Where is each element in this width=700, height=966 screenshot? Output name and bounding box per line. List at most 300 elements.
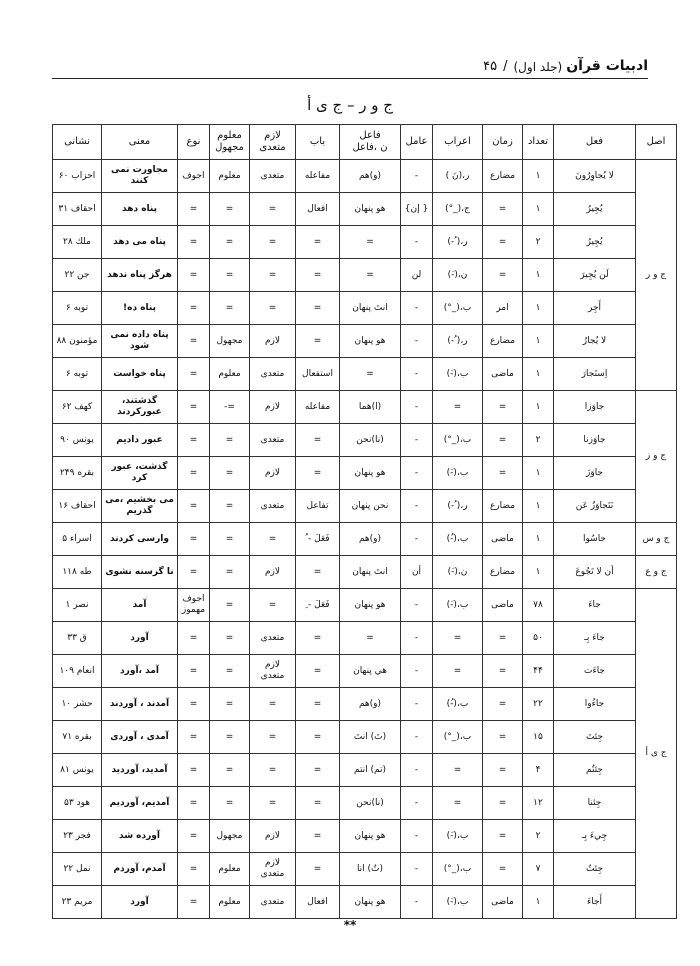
amel-cell: -	[401, 424, 433, 457]
bab-cell: =	[296, 325, 340, 358]
tense-cell: =	[483, 754, 523, 787]
meaning-cell: آمدند ، آوردند	[102, 688, 178, 721]
bab-cell: =	[296, 556, 340, 589]
kind-cell: =	[178, 457, 210, 490]
voice-cell: =	[210, 259, 250, 292]
kind-cell: =	[178, 523, 210, 556]
meaning-cell: می بخشیم ،می گذریم	[102, 490, 178, 523]
erab-cell: =	[433, 787, 483, 820]
reference-cell: بقره ۲۴۹	[53, 457, 102, 490]
meaning-cell: آمدیم، آوردیم	[102, 787, 178, 820]
voice-cell: =	[210, 754, 250, 787]
reference-cell: هود ۵۳	[53, 787, 102, 820]
verb-cell: أن لا تَجُوعَ	[554, 556, 636, 589]
table-row	[53, 556, 677, 589]
voice-cell: =	[210, 523, 250, 556]
verb-cell: جاءَت	[554, 655, 636, 688]
erab-cell: ب،(-َ)	[433, 820, 483, 853]
transitivity-cell: =	[250, 787, 296, 820]
fael-cell: انتَ پنهان	[340, 292, 401, 325]
table-row	[53, 886, 677, 919]
bab-cell: =	[296, 688, 340, 721]
reference-cell: بقره ۷۱	[53, 721, 102, 754]
count-cell: ۱	[523, 193, 554, 226]
col-noe: نوع	[178, 125, 210, 160]
transitivity-cell: =	[250, 259, 296, 292]
kind-cell: =	[178, 490, 210, 523]
reference-cell: احقاف ۳۱	[53, 193, 102, 226]
erab-cell: ر،( ُ-)	[433, 490, 483, 523]
reference-cell: جن ۲۲	[53, 259, 102, 292]
bab-cell: افعال	[296, 193, 340, 226]
tense-cell: =	[483, 655, 523, 688]
tense-cell: =	[483, 391, 523, 424]
verb-cell: جِئتَ	[554, 721, 636, 754]
page-header	[52, 48, 648, 79]
reference-cell: مؤمنون ۸۸	[53, 325, 102, 358]
col-erab: اعراب	[433, 125, 483, 160]
count-cell: ۲۲	[523, 688, 554, 721]
verb-cell: جاوَزَ	[554, 457, 636, 490]
transitivity-cell: لازم متعدی	[250, 655, 296, 688]
fael-cell: هو پنهان	[340, 193, 401, 226]
col-neshani: نشانی	[53, 125, 102, 160]
voice-cell: =	[210, 490, 250, 523]
table-row	[53, 391, 677, 424]
tense-cell: =	[483, 259, 523, 292]
section-title: ج و ر – ج ی أ	[307, 96, 393, 114]
voice-cell: =	[210, 721, 250, 754]
transitivity-cell: متعدی	[250, 424, 296, 457]
verb-cell: يُجِيرُ	[554, 193, 636, 226]
meaning-cell: گذشت، عبور کرد	[102, 457, 178, 490]
transitivity-cell: لازم	[250, 820, 296, 853]
transitivity-cell: متعدی	[250, 490, 296, 523]
count-cell: ۱	[523, 292, 554, 325]
amel-cell: -	[401, 226, 433, 259]
meaning-cell: آورد	[102, 886, 178, 919]
voice-cell: =	[210, 424, 250, 457]
tense-cell: =	[483, 787, 523, 820]
count-cell: ۴۴	[523, 655, 554, 688]
table-row	[53, 490, 677, 523]
reference-cell: حشر ۱۰	[53, 688, 102, 721]
fael-cell: (تُ) انا	[340, 853, 401, 886]
amel-cell: -	[401, 622, 433, 655]
count-cell: ۱	[523, 457, 554, 490]
erab-cell: ر،(نَ )	[433, 160, 483, 193]
tense-cell: =	[483, 457, 523, 490]
root-cell: ج و ز	[636, 391, 677, 523]
transitivity-cell: متعدی	[250, 358, 296, 391]
table-row	[53, 193, 677, 226]
verb-cell: نَتَجاوَزُ عَن	[554, 490, 636, 523]
kind-cell: اجوف مهموز	[178, 589, 210, 622]
amel-cell: -	[401, 391, 433, 424]
bab-cell: =	[296, 226, 340, 259]
kind-cell: =	[178, 721, 210, 754]
meaning-cell: وارسی کردند	[102, 523, 178, 556]
erab-cell: ر،( ُ-)	[433, 325, 483, 358]
tense-cell: =	[483, 424, 523, 457]
tense-cell: =	[483, 226, 523, 259]
bab-cell: =	[296, 655, 340, 688]
col-maloom: معلوم مجهول	[210, 125, 250, 160]
bab-cell: مفاعله	[296, 160, 340, 193]
bab-cell: =	[296, 457, 340, 490]
erab-cell: =	[433, 622, 483, 655]
tense-cell: ماضی	[483, 886, 523, 919]
col-fel: فعل	[554, 125, 636, 160]
root-cell: ج ی أ	[636, 589, 677, 919]
reference-cell: کهف ۶۲	[53, 391, 102, 424]
amel-cell: -	[401, 655, 433, 688]
fael-cell: هو پنهان	[340, 457, 401, 490]
fael-cell: =	[340, 226, 401, 259]
col-tedad: تعداد	[523, 125, 554, 160]
amel-cell: -	[401, 787, 433, 820]
amel-cell: -	[401, 688, 433, 721]
count-cell: ۱	[523, 490, 554, 523]
fael-cell: =	[340, 358, 401, 391]
voice-cell: معلوم	[210, 853, 250, 886]
voice-cell: =	[210, 589, 250, 622]
header-separator: /	[503, 59, 508, 74]
reference-cell: اسراء ۵	[53, 523, 102, 556]
count-cell: ۱	[523, 358, 554, 391]
meaning-cell: هرگز پناه ندهد	[102, 259, 178, 292]
bab-cell: فَعَلَ - ِ	[296, 589, 340, 622]
verb-cell: اِستَجارَ	[554, 358, 636, 391]
amel-cell: -	[401, 358, 433, 391]
transitivity-cell: لازم	[250, 556, 296, 589]
tense-cell: ماضی	[483, 523, 523, 556]
count-cell: ۲	[523, 820, 554, 853]
transitivity-cell: =	[250, 193, 296, 226]
tense-cell: =	[483, 688, 523, 721]
bab-cell: =	[296, 622, 340, 655]
tense-cell: =	[483, 721, 523, 754]
voice-cell: مجهول	[210, 820, 250, 853]
table-row	[53, 853, 677, 886]
amel-cell: -	[401, 325, 433, 358]
erab-cell: ب،(-َ)	[433, 358, 483, 391]
verb-cell: جِئتُ	[554, 853, 636, 886]
tense-cell: ماضی	[483, 358, 523, 391]
verb-cell: جاوَزنا	[554, 424, 636, 457]
col-bab: باب	[296, 125, 340, 160]
voice-cell: =	[210, 622, 250, 655]
kind-cell: =	[178, 292, 210, 325]
book-title: ادبیات قرآن	[566, 58, 648, 74]
fael-cell: =	[340, 259, 401, 292]
verb-cell: أَجاءَ	[554, 886, 636, 919]
amel-cell: -	[401, 853, 433, 886]
transitivity-cell: =	[250, 292, 296, 325]
meaning-cell: آورده شد	[102, 820, 178, 853]
kind-cell: =	[178, 655, 210, 688]
bab-cell: =	[296, 820, 340, 853]
verb-table	[52, 124, 677, 919]
page-number: ۴۵	[483, 59, 498, 74]
erab-cell: =	[433, 391, 483, 424]
table-row	[53, 688, 677, 721]
voice-cell: =	[210, 787, 250, 820]
erab-cell: ب،(_°)	[433, 424, 483, 457]
reference-cell: ملك ۲۸	[53, 226, 102, 259]
bab-cell: تفاعل	[296, 490, 340, 523]
transitivity-cell: =	[250, 721, 296, 754]
verb-cell: لا يُجاوِرُونَ	[554, 160, 636, 193]
erab-cell: ج،(_°)	[433, 193, 483, 226]
verb-cell: أَجِر	[554, 292, 636, 325]
kind-cell: =	[178, 259, 210, 292]
reference-cell: طه ۱۱۸	[53, 556, 102, 589]
reference-cell: مریم ۲۳	[53, 886, 102, 919]
voice-cell: =	[210, 655, 250, 688]
erab-cell: ب،(_°)	[433, 292, 483, 325]
kind-cell: =	[178, 193, 210, 226]
fael-cell: هو پنهان	[340, 820, 401, 853]
verb-cell: لا يُجارُ	[554, 325, 636, 358]
kind-cell: =	[178, 424, 210, 457]
tense-cell: ماضی	[483, 589, 523, 622]
kind-cell: اجوف	[178, 160, 210, 193]
verb-cell: جاءَ بِـ	[554, 622, 636, 655]
root-cell: ج و س	[636, 523, 677, 556]
count-cell: ۵۰	[523, 622, 554, 655]
transitivity-cell: =	[250, 754, 296, 787]
fael-cell: نحن پنهان	[340, 490, 401, 523]
bab-cell: =	[296, 292, 340, 325]
meaning-cell: نا گرسنه نشوی	[102, 556, 178, 589]
tense-cell: =	[483, 622, 523, 655]
erab-cell: ب،(-ُ)	[433, 688, 483, 721]
transitivity-cell: لازم متعدی	[250, 853, 296, 886]
col-amel: عامل	[401, 125, 433, 160]
transitivity-cell: لازم	[250, 325, 296, 358]
count-cell: ۱	[523, 391, 554, 424]
kind-cell: =	[178, 556, 210, 589]
kind-cell: =	[178, 853, 210, 886]
kind-cell: =	[178, 688, 210, 721]
bab-cell: افعال	[296, 886, 340, 919]
tense-cell: مضارع	[483, 160, 523, 193]
kind-cell: =	[178, 358, 210, 391]
meaning-cell: آمدید، آوردید	[102, 754, 178, 787]
erab-cell: ن،(-َ)	[433, 259, 483, 292]
table-row	[53, 721, 677, 754]
transitivity-cell: لازم	[250, 391, 296, 424]
fael-cell: هو پنهان	[340, 325, 401, 358]
verb-cell: جاوَزا	[554, 391, 636, 424]
table-row	[53, 523, 677, 556]
count-cell: ۷۸	[523, 589, 554, 622]
amel-cell: -	[401, 490, 433, 523]
kind-cell: =	[178, 820, 210, 853]
col-mana: معنی	[102, 125, 178, 160]
tense-cell: =	[483, 193, 523, 226]
voice-cell: =	[210, 226, 250, 259]
verb-cell: يُجِيرُ	[554, 226, 636, 259]
page-footer: **	[343, 918, 357, 932]
count-cell: ۱	[523, 556, 554, 589]
fael-cell: (نا)نحن	[340, 787, 401, 820]
voice-cell: معلوم	[210, 358, 250, 391]
meaning-cell: پناه ده!	[102, 292, 178, 325]
table-header-row	[53, 125, 677, 160]
count-cell: ۱	[523, 259, 554, 292]
count-cell: ۱	[523, 325, 554, 358]
kind-cell: =	[178, 325, 210, 358]
table-row	[53, 358, 677, 391]
meaning-cell: گذشتند، عبورکردند	[102, 391, 178, 424]
amel-cell: -	[401, 160, 433, 193]
fael-cell: (و)هم	[340, 160, 401, 193]
table-row	[53, 589, 677, 622]
count-cell: ۲	[523, 226, 554, 259]
count-cell: ۲	[523, 424, 554, 457]
bab-cell: استفعال	[296, 358, 340, 391]
tense-cell: =	[483, 820, 523, 853]
bab-cell: مفاعله	[296, 391, 340, 424]
meaning-cell: پناه داده نمی شود	[102, 325, 178, 358]
meaning-cell: آمدم، آوردم	[102, 853, 178, 886]
erab-cell: ن،(-َ)	[433, 556, 483, 589]
amel-cell: -	[401, 589, 433, 622]
fael-cell: هو پنهان	[340, 589, 401, 622]
kind-cell: =	[178, 226, 210, 259]
meaning-cell: پناه می دهد	[102, 226, 178, 259]
voice-cell: =	[210, 292, 250, 325]
amel-cell: -	[401, 721, 433, 754]
verb-cell: جاءُوا	[554, 688, 636, 721]
kind-cell: =	[178, 622, 210, 655]
count-cell: ۱	[523, 886, 554, 919]
transitivity-cell: متعدی	[250, 160, 296, 193]
reference-cell: توبه ۶	[53, 292, 102, 325]
verb-cell: جِيءَ بِـ	[554, 820, 636, 853]
bab-cell: =	[296, 259, 340, 292]
transitivity-cell: متعدی	[250, 622, 296, 655]
verb-cell: جاسُوا	[554, 523, 636, 556]
col-zaman: زمان	[483, 125, 523, 160]
meaning-cell: آمدی ، آوردی	[102, 721, 178, 754]
fael-cell: انتَ پنهان	[340, 556, 401, 589]
transitivity-cell: متعدی	[250, 886, 296, 919]
reference-cell: یونس ۸۱	[53, 754, 102, 787]
fael-cell: =	[340, 622, 401, 655]
transitivity-cell: لازم	[250, 457, 296, 490]
kind-cell: =	[178, 754, 210, 787]
amel-cell: -	[401, 820, 433, 853]
table-row	[53, 160, 677, 193]
volume-label: (جلد اول)	[513, 60, 563, 74]
reference-cell: انعام ۱۰۹	[53, 655, 102, 688]
count-cell: ۴	[523, 754, 554, 787]
tense-cell: مضارع	[483, 490, 523, 523]
erab-cell: ب،(_°)	[433, 721, 483, 754]
voice-cell: مجهول	[210, 325, 250, 358]
meaning-cell: آمد	[102, 589, 178, 622]
tense-cell: مضارع	[483, 556, 523, 589]
voice-cell: =	[210, 556, 250, 589]
meaning-cell: پناه خواست	[102, 358, 178, 391]
erab-cell: ب،(-َ)	[433, 886, 483, 919]
reference-cell: احقاف ۱۶	[53, 490, 102, 523]
bab-cell: =	[296, 754, 340, 787]
transitivity-cell: =	[250, 523, 296, 556]
kind-cell: =	[178, 787, 210, 820]
transitivity-cell: =	[250, 226, 296, 259]
erab-cell: =	[433, 754, 483, 787]
voice-cell: =-	[210, 391, 250, 424]
table-row	[53, 226, 677, 259]
table-row	[53, 820, 677, 853]
table-row	[53, 457, 677, 490]
table-row	[53, 325, 677, 358]
root-cell: ج و ع	[636, 556, 677, 589]
bab-cell: =	[296, 424, 340, 457]
transitivity-cell: =	[250, 688, 296, 721]
voice-cell: معلوم	[210, 160, 250, 193]
fael-cell: (نا)نحن	[340, 424, 401, 457]
voice-cell: =	[210, 457, 250, 490]
bab-cell: =	[296, 853, 340, 886]
reference-cell: یونس ۹۰	[53, 424, 102, 457]
reference-cell: نمل ۲۲	[53, 853, 102, 886]
kind-cell: =	[178, 391, 210, 424]
amel-cell: -	[401, 292, 433, 325]
fael-cell: هو پنهان	[340, 886, 401, 919]
voice-cell: =	[210, 193, 250, 226]
reference-cell: توبه ۶	[53, 358, 102, 391]
transitivity-cell: =	[250, 589, 296, 622]
count-cell: ۷	[523, 853, 554, 886]
reference-cell: احزاب ۶۰	[53, 160, 102, 193]
table-row	[53, 424, 677, 457]
erab-cell: ب،(-َ)	[433, 589, 483, 622]
amel-cell: أن	[401, 556, 433, 589]
verb-cell: لَن يُجِيرَ	[554, 259, 636, 292]
voice-cell: معلوم	[210, 886, 250, 919]
verb-cell: جِئنا	[554, 787, 636, 820]
table-row	[53, 787, 677, 820]
tense-cell: =	[483, 853, 523, 886]
erab-cell: ر،( ُ-)	[433, 226, 483, 259]
count-cell: ۱	[523, 523, 554, 556]
amel-cell: -	[401, 457, 433, 490]
count-cell: ۱	[523, 160, 554, 193]
table-row	[53, 655, 677, 688]
fael-cell: (تَ) انتَ	[340, 721, 401, 754]
col-asl: اصل	[636, 125, 677, 160]
amel-cell: -	[401, 523, 433, 556]
col-lazem: لازم متعدی	[250, 125, 296, 160]
fael-cell: (تم) انتم	[340, 754, 401, 787]
bab-cell: فَعَلَ - ُ	[296, 523, 340, 556]
table-row	[53, 259, 677, 292]
reference-cell: نصر ۱	[53, 589, 102, 622]
root-cell: ج و ر	[636, 160, 677, 391]
erab-cell: =	[433, 655, 483, 688]
meaning-cell: آورد	[102, 622, 178, 655]
voice-cell: =	[210, 688, 250, 721]
kind-cell: =	[178, 886, 210, 919]
reference-cell: فجر ۲۳	[53, 820, 102, 853]
table-row	[53, 754, 677, 787]
table-row	[53, 622, 677, 655]
